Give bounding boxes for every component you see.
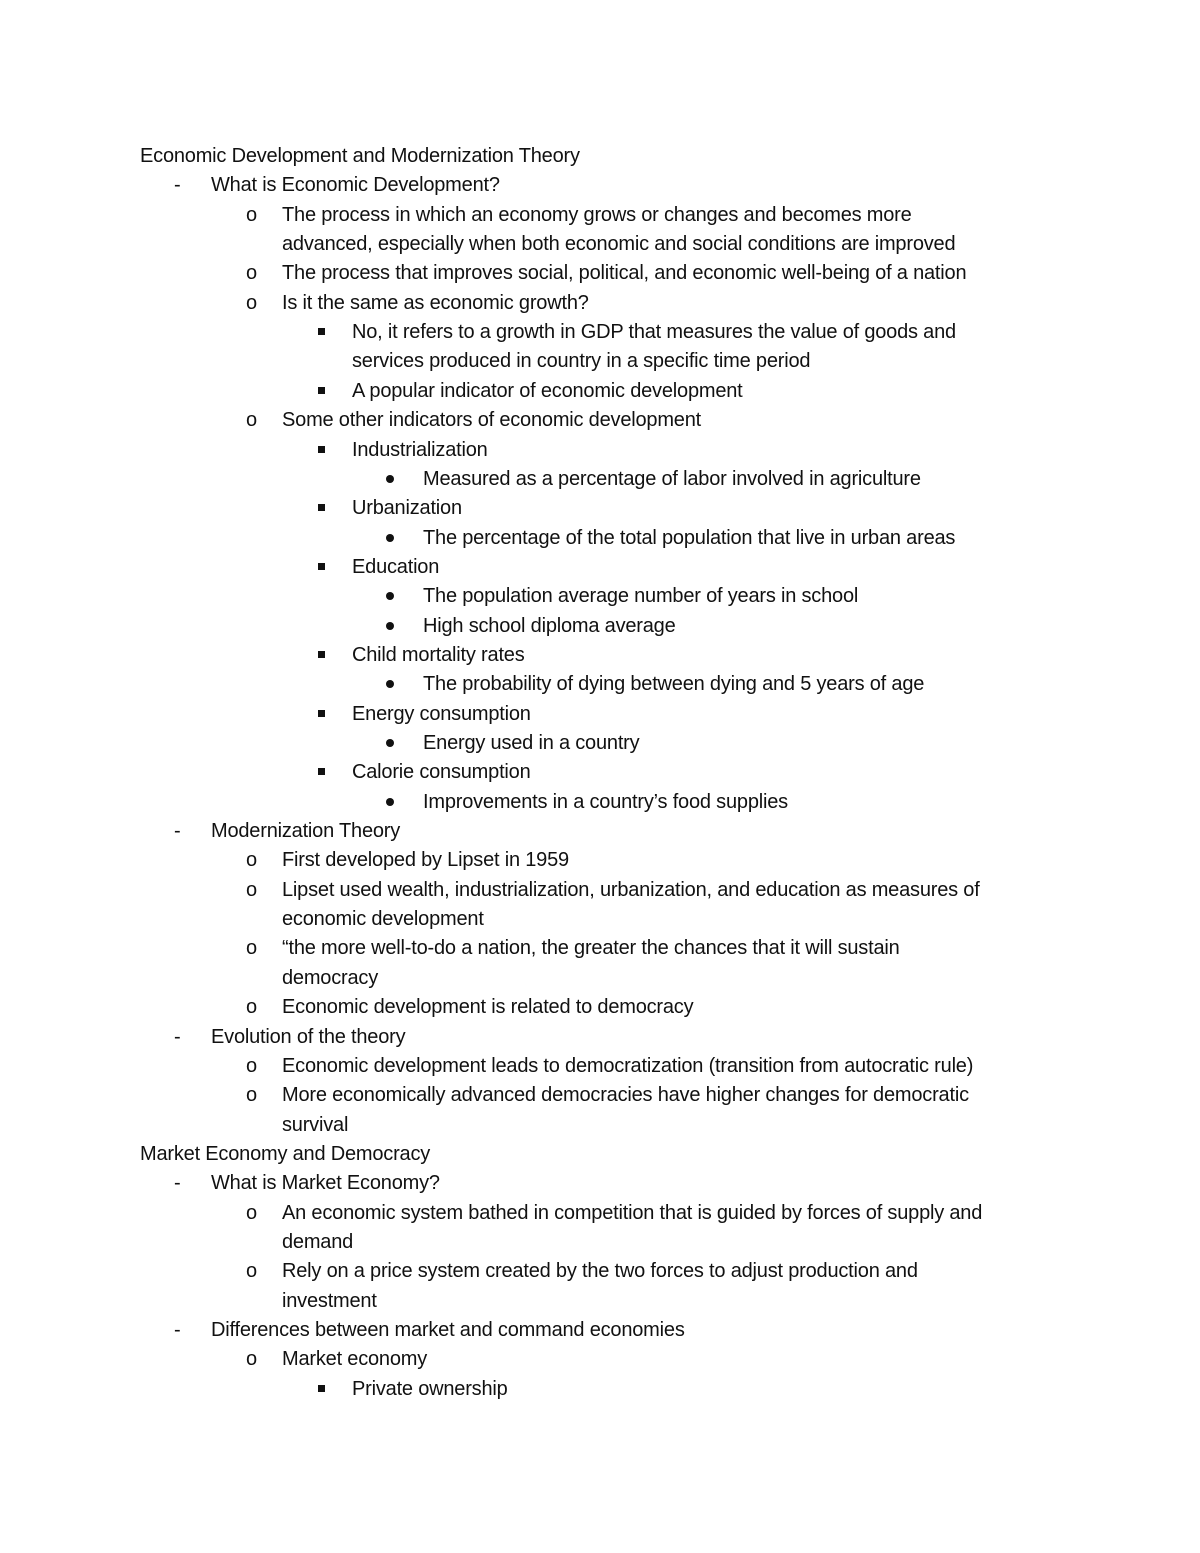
square-bullet-icon [318, 504, 325, 511]
outline-line: Improvements in a country’s food supplies [423, 790, 788, 813]
dash-bullet-icon: - [174, 1172, 181, 1195]
outline-line: High school diploma average [423, 614, 676, 637]
outline-line: Market economy [282, 1348, 428, 1371]
square-bullet-icon [318, 328, 325, 335]
outline-line: The probability of dying between dying and 5 years of age [423, 673, 925, 696]
dot-bullet-icon [386, 475, 394, 483]
outline-line-continuation: demand [282, 1230, 354, 1253]
outline-line: Market Economy and Democracy [140, 1142, 431, 1165]
circle-bullet-icon: o [246, 1260, 258, 1283]
outline-line-continuation: investment [282, 1289, 377, 1312]
outline-line: Modernization Theory [211, 820, 401, 843]
circle-bullet-icon: o [246, 1054, 258, 1077]
square-bullet-icon [318, 563, 325, 570]
outline-line: An economic system bathed in competition that is guided by forces of supply and [282, 1201, 983, 1224]
outline-line: “the more well-to-do a nation, the greater the chances that it will sustain [282, 937, 900, 960]
dot-bullet-icon [386, 622, 394, 630]
square-bullet-icon [318, 446, 325, 453]
outline-line: Some other indicators of economic development [282, 409, 702, 432]
outline-line: First developed by Lipset in 1959 [282, 849, 569, 872]
outline-line: Rely on a price system created by the two forces to adjust production and [282, 1260, 918, 1283]
outline-line: Energy consumption [352, 702, 531, 725]
outline-line: More economically advanced democracies have higher changes for democratic [282, 1084, 969, 1107]
square-bullet-icon [318, 651, 325, 658]
dash-bullet-icon: - [174, 820, 181, 843]
dot-bullet-icon [386, 592, 394, 600]
dot-bullet-icon [386, 798, 394, 806]
circle-bullet-icon: o [246, 878, 258, 901]
outline-line: The percentage of the total population that live in urban areas [423, 526, 956, 549]
outline-line: Economic development is related to democracy [282, 996, 694, 1019]
circle-bullet-icon: o [246, 996, 258, 1019]
outline-line: Education [352, 555, 440, 578]
outline-line: No, it refers to a growth in GDP that measures the value of goods and [352, 321, 956, 344]
outline-line: Economic Development and Modernization Theory [140, 145, 580, 167]
square-bullet-icon [318, 710, 325, 717]
outline-line: The process that improves social, political, and economic well-being of a nation [282, 262, 967, 285]
circle-bullet-icon: o [246, 1348, 258, 1371]
outline-line: Calorie consumption [352, 761, 531, 784]
circle-bullet-icon: o [246, 262, 258, 285]
circle-bullet-icon: o [246, 849, 258, 872]
square-bullet-icon [318, 387, 325, 394]
outline-line: Lipset used wealth, industrialization, urbanization, and education as measures of [282, 878, 980, 901]
circle-bullet-icon: o [246, 937, 258, 960]
outline-line: What is Market Economy? [211, 1172, 440, 1195]
square-bullet-icon [318, 1385, 325, 1392]
dot-bullet-icon [386, 534, 394, 542]
outline-line: Is it the same as economic growth? [282, 291, 589, 314]
outline-line: Evolution of the theory [211, 1025, 406, 1048]
dot-bullet-icon [386, 739, 394, 747]
dash-bullet-icon: - [174, 1319, 181, 1341]
dash-bullet-icon: - [174, 1025, 181, 1048]
circle-bullet-icon: o [246, 203, 258, 226]
circle-bullet-icon: o [246, 1084, 258, 1107]
square-bullet-icon [318, 768, 325, 775]
outline-line: Private ownership [352, 1377, 508, 1400]
outline-line: The process in which an economy grows or changes and becomes more [282, 203, 912, 226]
outline-line: Measured as a percentage of labor involved in agriculture [423, 467, 921, 490]
outline-line: A popular indicator of economic development [352, 379, 743, 402]
outline-line: Differences between market and command economies [211, 1319, 685, 1341]
outline-line: Child mortality rates [352, 643, 525, 666]
dash-bullet-icon: - [174, 174, 181, 197]
outline-line-continuation: services produced in country in a specific time period [352, 350, 811, 373]
outline-line: The population average number of years in school [423, 585, 859, 608]
circle-bullet-icon: o [246, 291, 258, 314]
outline-line-continuation: advanced, especially when both economic and social conditions are improved [282, 233, 956, 256]
outline-line: What is Economic Development? [211, 174, 500, 197]
circle-bullet-icon: o [246, 409, 258, 432]
outline-line: Energy used in a country [423, 732, 640, 754]
outline-line-continuation: economic development [282, 908, 484, 931]
outline-line: Economic development leads to democratization (transition from autocratic rule) [282, 1054, 974, 1077]
outline-line-continuation: democracy [282, 966, 379, 989]
dot-bullet-icon [386, 680, 394, 688]
outline-line-continuation: survival [282, 1113, 349, 1136]
outline-line: Industrialization [352, 438, 488, 461]
outline-line: Urbanization [352, 497, 462, 520]
circle-bullet-icon: o [246, 1201, 258, 1224]
